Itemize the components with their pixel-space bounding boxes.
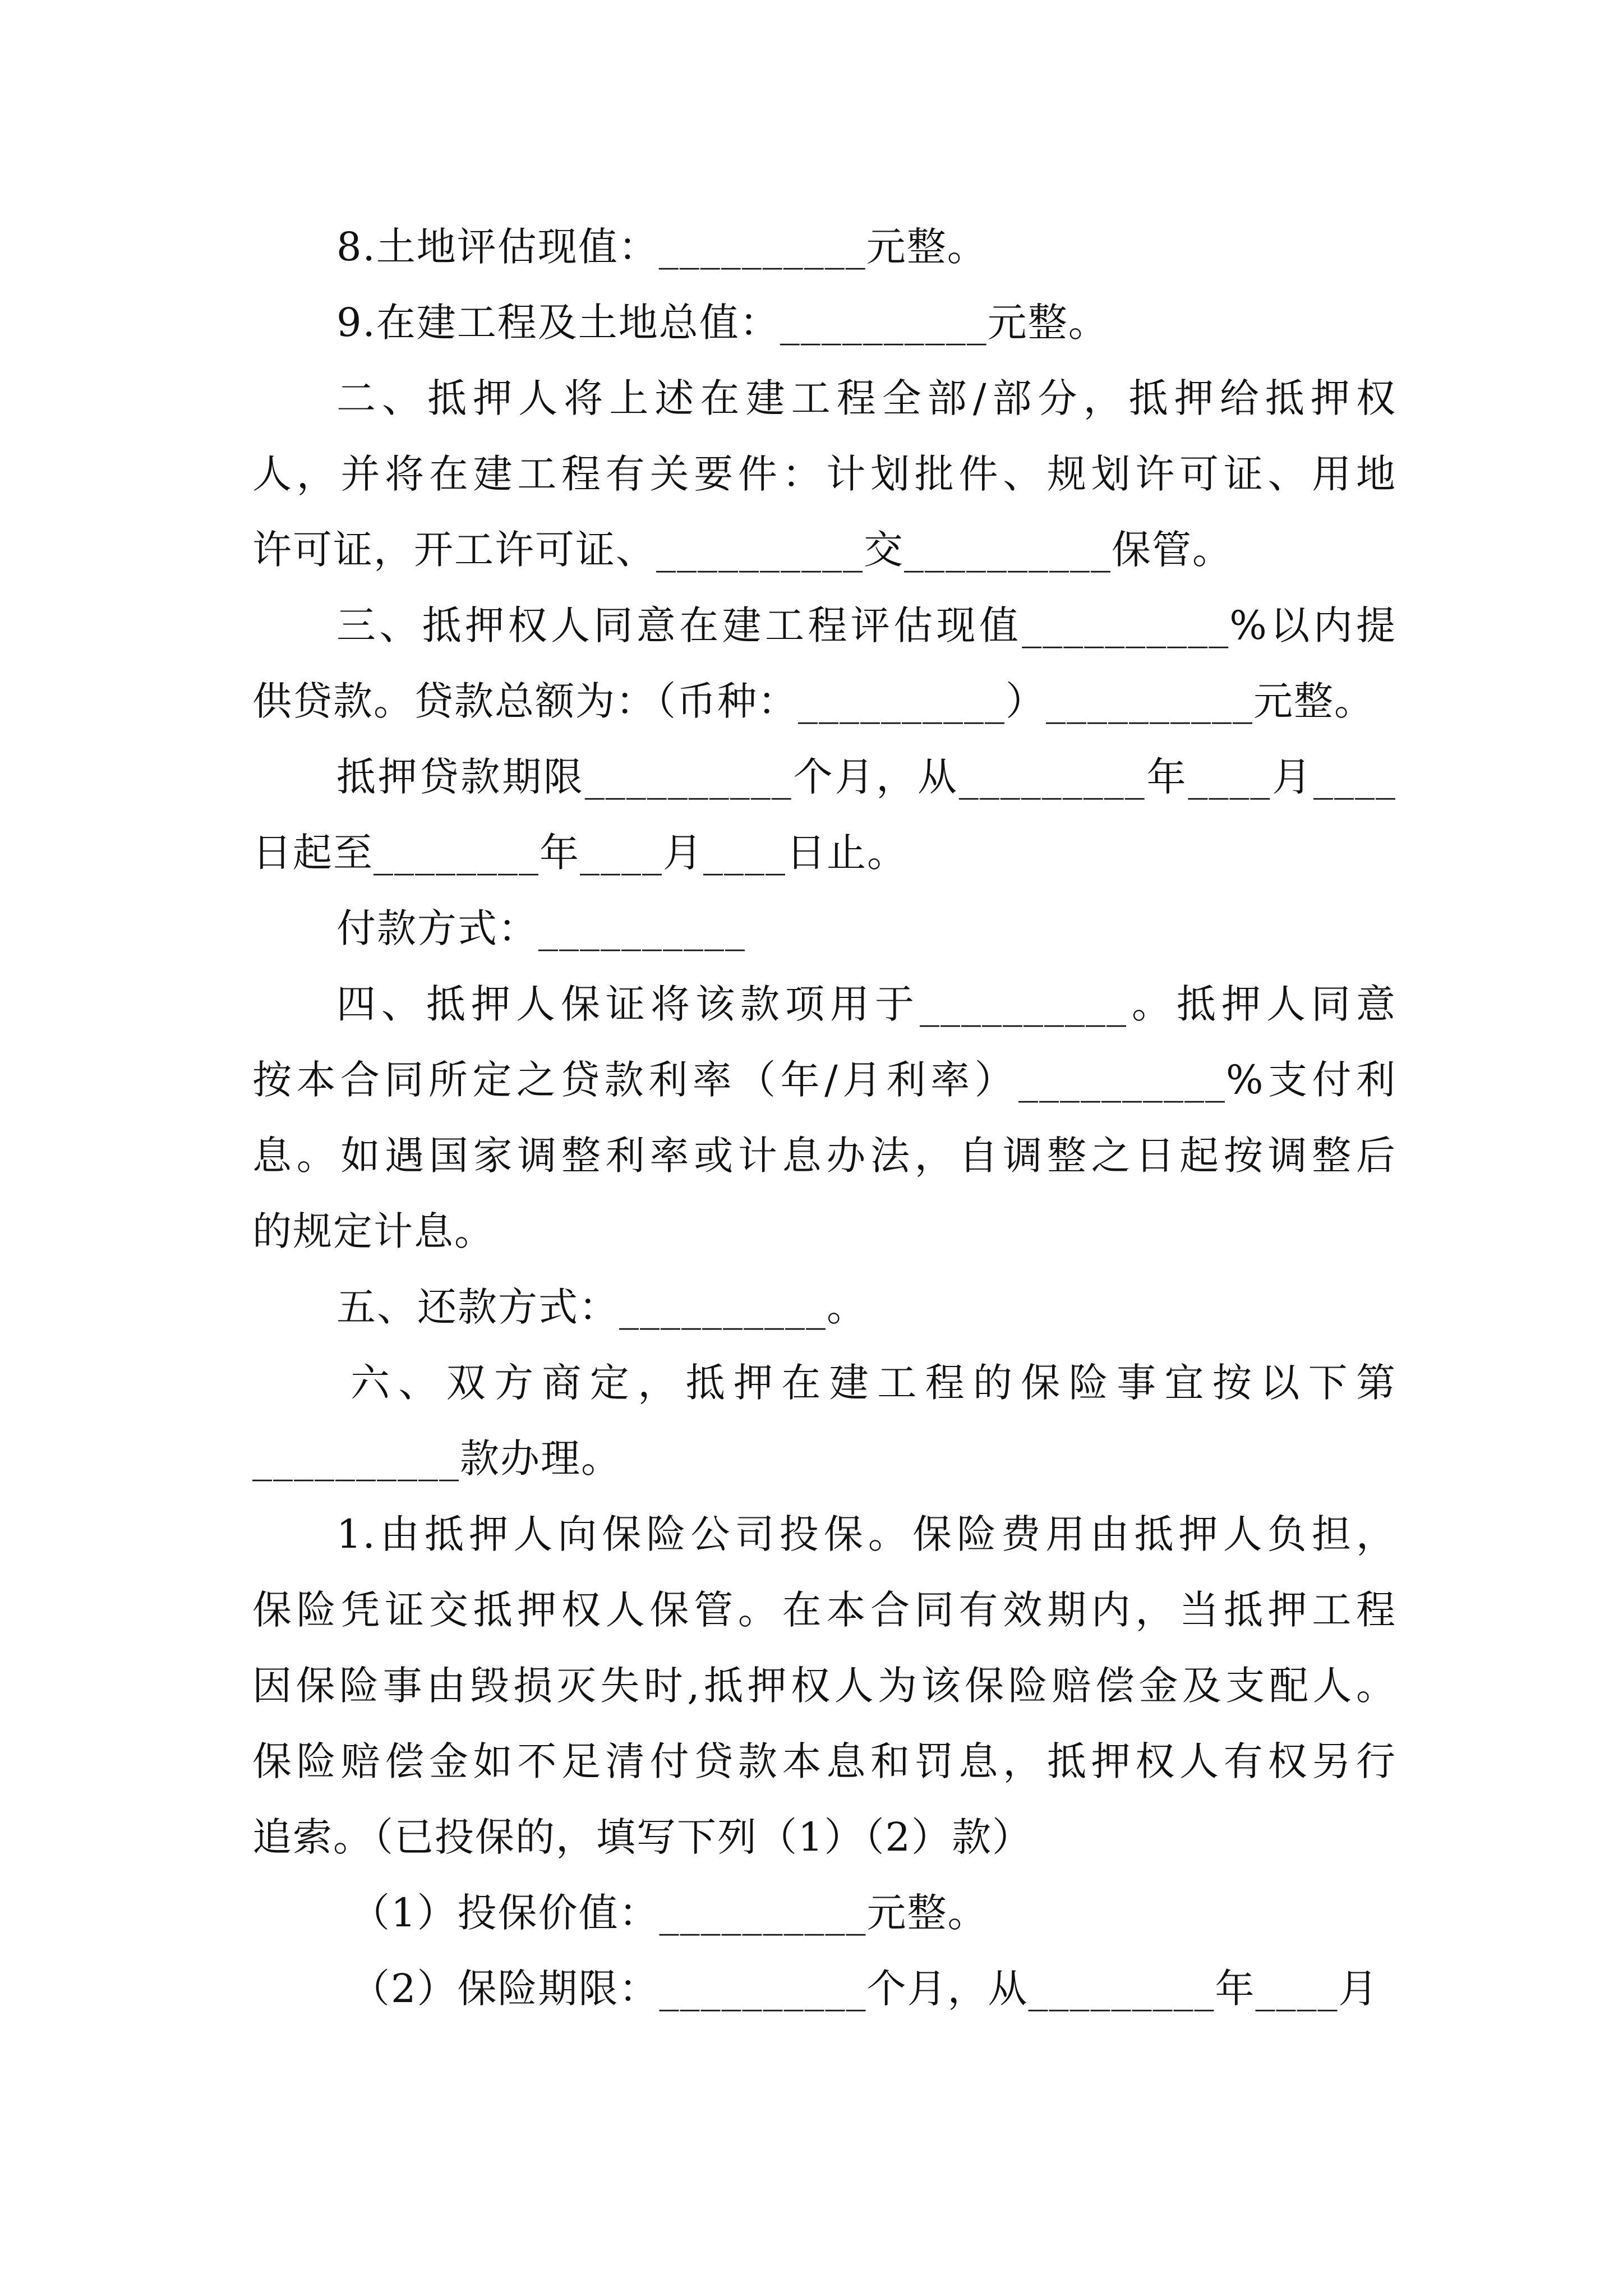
text-line: 息。如遇国家调整利率或计息办法，自调整之日起按调整后	[252, 1133, 1396, 1179]
text-line-clause-6: 六、双方商定，抵押在建工程的保险事宜按以下第	[351, 1360, 1396, 1406]
text-line: 的规定计息。	[252, 1208, 495, 1254]
text-line: 许可证，开工许可证、__________交__________保管。	[252, 527, 1233, 573]
text-line-land-value: 8.土地评估现值：__________元整。	[336, 224, 988, 270]
text-line: 日起至________年____月____日止。	[252, 830, 907, 876]
text-line-clause-5: 五、还款方式：__________。	[336, 1284, 867, 1330]
text-line-loan-term: 抵押贷款期限__________个月，从_________年____月____	[336, 754, 1396, 800]
text-line-insurance-term: （2）保险期限：__________个月，从_________年____月	[351, 1966, 1379, 2012]
text-line: 追索。（已投保的，填写下列（1）（2）款）	[252, 1814, 1033, 1860]
text-line: 人，并将在建工程有关要件：计划批件、规划许可证、用地	[252, 451, 1396, 497]
text-line-clause-3: 三、抵押权人同意在建工程评估现值__________%以内提	[336, 602, 1396, 648]
text-line-interest-rate: 按本合同所定之贷款利率（年/月利率）__________%支付利	[252, 1057, 1396, 1103]
text-line-insurance-1: 1.由抵押人向保险公司投保。保险费用由抵押人负担，	[336, 1511, 1396, 1557]
text-line: __________款办理。	[252, 1435, 621, 1481]
text-line-insured-value: （1）投保价值：__________元整。	[351, 1890, 988, 1936]
text-line: 保险赔偿金如不足清付贷款本息和罚息，抵押权人有权另行	[252, 1738, 1396, 1784]
text-line-clause-2: 二、抵押人将上述在建工程全部/部分，抵押给抵押权	[336, 375, 1396, 421]
text-line-loan-amount: 供贷款。贷款总额为：（币种：__________）__________元整。	[252, 678, 1375, 724]
text-line-clause-4: 四、抵押人保证将该款项用于__________。抵押人同意	[336, 981, 1396, 1027]
text-line-total-value: 9.在建工程及土地总值：__________元整。	[336, 300, 1109, 346]
text-line: 因保险事由毁损灭失时,抵押权人为该保险赔偿金及支配人。	[252, 1663, 1396, 1709]
text-line: 保险凭证交抵押权人保管。在本合同有效期内，当抵押工程	[252, 1587, 1396, 1633]
text-line-payment-method: 付款方式：__________	[336, 905, 746, 951]
